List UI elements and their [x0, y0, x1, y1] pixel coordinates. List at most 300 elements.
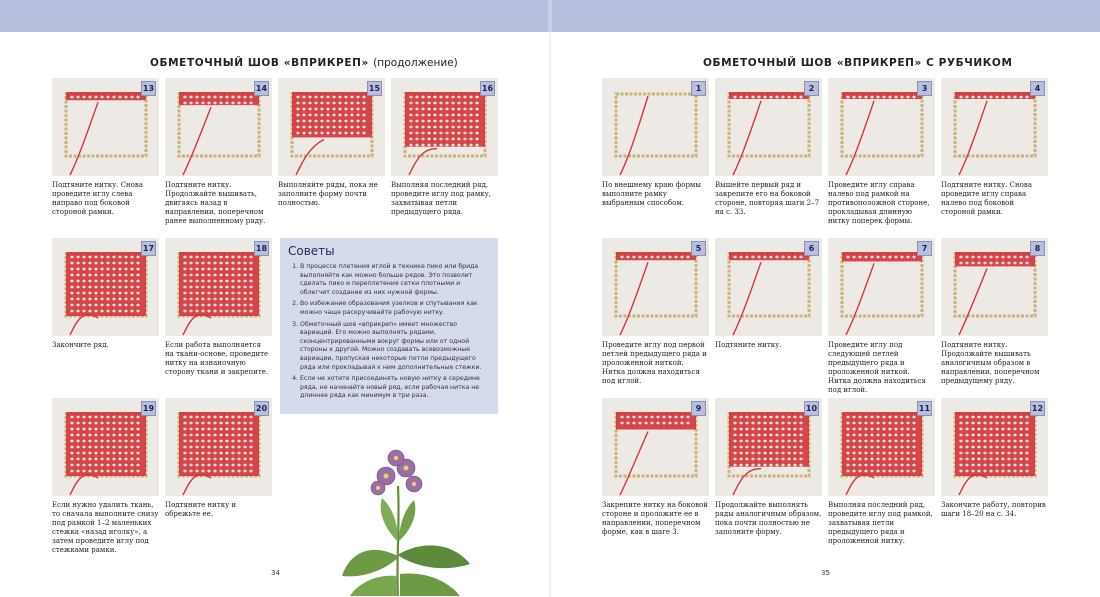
lace-hole — [409, 102, 412, 105]
lace-hole — [201, 440, 204, 443]
lace-hole — [983, 434, 986, 437]
left-step-20 — [165, 398, 272, 519]
lace-hole — [739, 440, 742, 443]
lace-hole — [314, 108, 317, 111]
lace-hole — [888, 434, 891, 437]
lace-hole — [94, 422, 97, 425]
step-caption: Проведите иглу под следующей петлей предыдущего ряда и проложенной ниткой. Нитка должна находиться под иглой. — [828, 341, 926, 395]
lace-hole — [852, 422, 855, 425]
lace-hole — [249, 470, 252, 473]
lace-hole — [76, 470, 79, 473]
lace-hole — [906, 434, 909, 437]
lace-hole — [971, 256, 974, 259]
lace-hole — [94, 286, 97, 289]
lace-hole — [213, 470, 216, 473]
lace-hole — [70, 286, 73, 289]
lace-hole — [457, 144, 460, 147]
lace-hole — [852, 470, 855, 473]
lace-hole — [876, 256, 879, 259]
lace-hole — [94, 96, 97, 99]
lace-hole — [733, 422, 736, 425]
lace-hole — [751, 434, 754, 437]
lace-hole — [237, 416, 240, 419]
lace-hole — [213, 96, 216, 99]
lace-hole — [189, 434, 192, 437]
lace-hole — [219, 280, 222, 283]
lace-hole — [225, 292, 228, 295]
lace-hole — [76, 310, 79, 313]
lace-hole — [249, 304, 252, 307]
lace-hole — [775, 440, 778, 443]
lace-hole — [475, 114, 478, 117]
lace-hole — [864, 458, 867, 461]
lace-hole — [207, 458, 210, 461]
lace-hole — [451, 144, 454, 147]
lace-hole — [88, 256, 91, 259]
working-thread — [620, 432, 648, 496]
lace-hole — [106, 434, 109, 437]
lace-hole — [70, 304, 73, 307]
lace-hole — [213, 262, 216, 265]
lace-hole — [445, 108, 448, 111]
lace-hole — [751, 458, 754, 461]
lace-hole — [1007, 422, 1010, 425]
lace-hole — [82, 96, 85, 99]
lace-hole — [799, 464, 802, 467]
lace-hole — [421, 138, 424, 141]
lace-hole — [112, 470, 115, 473]
lace-hole — [745, 422, 748, 425]
lace-hole — [1001, 96, 1004, 99]
lace-hole — [237, 274, 240, 277]
lace-hole — [118, 452, 121, 455]
lace-hole — [76, 452, 79, 455]
lace-hole — [421, 120, 424, 123]
lace-hole — [995, 446, 998, 449]
lace-hole — [733, 446, 736, 449]
lace-hole — [106, 416, 109, 419]
lace-hole — [1019, 256, 1022, 259]
lace-hole — [870, 446, 873, 449]
lace-hole — [213, 464, 216, 467]
step-photo — [602, 78, 709, 176]
lace-hole — [332, 96, 335, 99]
lace-hole — [225, 274, 228, 277]
right-step-1 — [602, 78, 709, 208]
lace-hole — [445, 96, 448, 99]
lace-hole — [457, 126, 460, 129]
lace-hole — [769, 422, 772, 425]
lace-hole — [739, 434, 742, 437]
lace-hole — [906, 96, 909, 99]
lace-hole — [1001, 416, 1004, 419]
lace-hole — [977, 440, 980, 443]
lace-hole — [100, 440, 103, 443]
lace-hole — [751, 446, 754, 449]
lace-hole — [231, 446, 234, 449]
lace-hole — [662, 422, 665, 425]
lace-hole — [989, 422, 992, 425]
lace-hole — [70, 298, 73, 301]
lace-hole — [995, 470, 998, 473]
lace-hole — [781, 464, 784, 467]
lace-hole — [415, 126, 418, 129]
lace-hole — [219, 102, 222, 105]
right-step-12 — [941, 398, 1048, 519]
lace-hole — [989, 434, 992, 437]
step-photo — [52, 398, 159, 496]
lace-hole — [900, 452, 903, 455]
lace-hole — [237, 452, 240, 455]
lace-hole — [1001, 256, 1004, 259]
lace-hole — [1013, 96, 1016, 99]
lace-hole — [130, 256, 133, 259]
lace-hole — [344, 114, 347, 117]
lace-hole — [463, 138, 466, 141]
lace-hole — [409, 132, 412, 135]
lace-hole — [989, 458, 992, 461]
lace-hole — [183, 274, 186, 277]
lace-hole — [686, 422, 689, 425]
lace-hole — [243, 416, 246, 419]
lace-hole — [332, 114, 335, 117]
lace-hole — [100, 304, 103, 307]
lace-hole — [207, 428, 210, 431]
lace-hole — [763, 464, 766, 467]
lace-hole — [995, 256, 998, 259]
lace-hole — [858, 256, 861, 259]
lace-hole — [130, 440, 133, 443]
lace-hole — [799, 256, 802, 259]
step-caption: Выполняйте ряды, пока не заполните форму почти полностью. — [278, 181, 378, 208]
lace-hole — [745, 428, 748, 431]
lace-hole — [650, 416, 653, 419]
lace-hole — [1001, 464, 1004, 467]
lace-hole — [650, 422, 653, 425]
lace-hole — [906, 452, 909, 455]
lace-hole — [296, 102, 299, 105]
lace-hole — [201, 268, 204, 271]
lace-hole — [249, 286, 252, 289]
lace-hole — [1013, 440, 1016, 443]
lace-hole — [882, 96, 885, 99]
lace-hole — [231, 268, 234, 271]
lace-hole — [130, 422, 133, 425]
lace-hole — [189, 268, 192, 271]
lace-hole — [415, 132, 418, 135]
lace-hole — [793, 428, 796, 431]
lace-hole — [977, 452, 980, 455]
lace-hole — [136, 434, 139, 437]
lace-hole — [112, 292, 115, 295]
lace-hole — [995, 416, 998, 419]
lace-hole — [118, 416, 121, 419]
step-caption: Проведите иглу справа налево под рамкой на противоположной стороне, прокладывая длинную нитку поперек формы. — [828, 181, 930, 226]
lace-hole — [787, 416, 790, 419]
lace-hole — [201, 464, 204, 467]
lace-hole — [983, 428, 986, 431]
lace-hole — [888, 440, 891, 443]
lace-hole — [183, 470, 186, 473]
lace-hole — [70, 416, 73, 419]
lace-hole — [894, 458, 897, 461]
lace-hole — [183, 268, 186, 271]
lace-hole — [195, 286, 198, 289]
lace-hole — [100, 458, 103, 461]
lace-hole — [912, 428, 915, 431]
working-thread — [959, 101, 987, 175]
lace-hole — [1019, 96, 1022, 99]
lace-hole — [463, 114, 466, 117]
lace-hole — [882, 256, 885, 259]
step-photo — [52, 238, 159, 336]
lace-hole — [668, 422, 671, 425]
lace-hole — [1019, 446, 1022, 449]
lace-hole — [82, 286, 85, 289]
lace-hole — [124, 464, 127, 467]
lace-hole — [118, 262, 121, 265]
lace-hole — [781, 422, 784, 425]
lace-hole — [445, 102, 448, 105]
lace-hole — [219, 268, 222, 271]
step-photo — [941, 238, 1048, 336]
lace-hole — [864, 470, 867, 473]
lace-hole — [971, 446, 974, 449]
lace-hole — [106, 274, 109, 277]
lace-hole — [469, 138, 472, 141]
lace-hole — [876, 464, 879, 467]
lace-hole — [781, 452, 784, 455]
lace-hole — [136, 298, 139, 301]
lace-hole — [469, 102, 472, 105]
lace-hole — [451, 114, 454, 117]
lace-hole — [237, 446, 240, 449]
lace-hole — [243, 298, 246, 301]
lace-hole — [82, 446, 85, 449]
lace-hole — [219, 310, 222, 313]
lace-hole — [136, 452, 139, 455]
lace-hole — [201, 428, 204, 431]
lace-hole — [112, 428, 115, 431]
lace-hole — [415, 120, 418, 123]
lace-hole — [88, 262, 91, 265]
step-caption: Если работа выполняется на ткани-основе, проведите нитку на изнаночную сторону ткани и закрепите. — [165, 341, 269, 377]
lace-hole — [213, 446, 216, 449]
lace-hole — [231, 280, 234, 283]
lace-hole — [995, 464, 998, 467]
lace-hole — [118, 280, 121, 283]
lace-hole — [415, 96, 418, 99]
working-thread — [183, 107, 211, 175]
lace-hole — [225, 422, 228, 425]
lace-hole — [82, 428, 85, 431]
right-page-title: ОБМЕТОЧНЫЙ ШОВ «ВПРИКРЕП» С РУБЧИКОМ — [703, 57, 1013, 69]
lace-hole — [451, 96, 454, 99]
lace-hole — [326, 102, 329, 105]
lace-hole — [959, 470, 962, 473]
lace-hole — [733, 416, 736, 419]
lace-hole — [100, 286, 103, 289]
lace-hole — [995, 428, 998, 431]
lace-hole — [989, 428, 992, 431]
lace-hole — [888, 416, 891, 419]
lace-hole — [130, 298, 133, 301]
step-number: 16 — [480, 81, 495, 96]
lace-hole — [70, 470, 73, 473]
lace-hole — [88, 452, 91, 455]
lace-hole — [195, 262, 198, 265]
lace-hole — [739, 464, 742, 467]
lace-hole — [207, 304, 210, 307]
lace-hole — [882, 428, 885, 431]
lace-hole — [231, 256, 234, 259]
lace-hole — [231, 464, 234, 467]
lace-hole — [433, 144, 436, 147]
lace-hole — [439, 126, 442, 129]
lace-hole — [870, 428, 873, 431]
lace-hole — [183, 446, 186, 449]
lace-hole — [876, 428, 879, 431]
lace-hole — [350, 120, 353, 123]
lace-hole — [362, 132, 365, 135]
lace-hole — [864, 96, 867, 99]
lace-hole — [427, 108, 430, 111]
lace-hole — [225, 452, 228, 455]
lace-hole — [201, 292, 204, 295]
lace-hole — [864, 464, 867, 467]
lace-hole — [739, 452, 742, 455]
lace-hole — [320, 102, 323, 105]
lace-hole — [475, 138, 478, 141]
left-step-19 — [52, 398, 159, 556]
lace-hole — [1007, 470, 1010, 473]
lace-hole — [971, 458, 974, 461]
lace-hole — [733, 96, 736, 99]
lace-hole — [130, 280, 133, 283]
lace-hole — [965, 452, 968, 455]
lace-hole — [213, 458, 216, 461]
lace-hole — [751, 422, 754, 425]
lace-hole — [88, 292, 91, 295]
lace-hole — [463, 108, 466, 111]
gutter — [548, 0, 552, 32]
lace-hole — [219, 262, 222, 265]
lace-hole — [799, 96, 802, 99]
lace-hole — [201, 256, 204, 259]
lace-hole — [787, 464, 790, 467]
step-number: 17 — [141, 241, 156, 256]
lace-hole — [864, 452, 867, 455]
lace-hole — [130, 268, 133, 271]
lace-hole — [1001, 470, 1004, 473]
lace-hole — [852, 458, 855, 461]
lace-hole — [76, 268, 79, 271]
lace-hole — [751, 440, 754, 443]
lace-hole — [882, 416, 885, 419]
lace-hole — [231, 422, 234, 425]
lace-hole — [106, 298, 109, 301]
working-thread — [620, 262, 648, 335]
lace-hole — [900, 434, 903, 437]
step-photo — [165, 78, 272, 176]
right-step-11 — [828, 398, 935, 546]
lace-hole — [332, 132, 335, 135]
lace-hole — [662, 256, 665, 259]
lace-hole — [237, 292, 240, 295]
lace-hole — [195, 292, 198, 295]
lace-hole — [195, 268, 198, 271]
lace-hole — [983, 458, 986, 461]
lace-hole — [249, 280, 252, 283]
lace-hole — [469, 120, 472, 123]
lace-hole — [136, 310, 139, 313]
lace-hole — [213, 434, 216, 437]
gold-frame — [729, 254, 809, 316]
lace-hole — [76, 304, 79, 307]
lace-hole — [237, 458, 240, 461]
lace-hole — [739, 256, 742, 259]
lace-hole — [213, 256, 216, 259]
lace-hole — [882, 464, 885, 467]
lace-hole — [745, 458, 748, 461]
step-caption: Если нужно удалить ткань, то сначала выполните снизу под рамкой 1–2 маленьких стежка «назад иголку», а затем проведите иглу под стежками рамки. — [52, 501, 159, 555]
lace-hole — [445, 132, 448, 135]
step-caption: Подтяните нитку. Продолжайте вышивать, двигаясь назад в направлении, поперечном ранее выполненному ряду. — [165, 181, 266, 226]
step-caption: По внешнему краю формы выполните рамку выбранным способом. — [602, 181, 701, 208]
lace-hole — [870, 434, 873, 437]
lace-hole — [858, 428, 861, 431]
lace-hole — [846, 434, 849, 437]
lace-hole — [362, 96, 365, 99]
gold-frame — [616, 254, 696, 316]
step-photo — [715, 78, 822, 176]
lace-hole — [225, 96, 228, 99]
lace-hole — [70, 440, 73, 443]
lace-hole — [959, 428, 962, 431]
lace-hole — [302, 114, 305, 117]
lace-hole — [906, 440, 909, 443]
lace-hole — [296, 108, 299, 111]
lace-hole — [112, 280, 115, 283]
lace-hole — [864, 416, 867, 419]
working-thread — [846, 475, 874, 495]
lace-hole — [1019, 452, 1022, 455]
lace-hole — [124, 470, 127, 473]
lace-hole — [118, 310, 121, 313]
lace-hole — [124, 446, 127, 449]
lace-hole — [888, 422, 891, 425]
lace-hole — [124, 262, 127, 265]
lace-hole — [674, 416, 677, 419]
working-thread — [409, 149, 437, 175]
lace-hole — [124, 256, 127, 259]
step-photo — [52, 78, 159, 176]
lace-hole — [757, 428, 760, 431]
lace-hole — [100, 280, 103, 283]
lace-hole — [674, 256, 677, 259]
tips-box — [280, 238, 498, 414]
step-photo — [602, 398, 709, 496]
lace-hole — [249, 256, 252, 259]
lace-hole — [118, 422, 121, 425]
lace-hole — [763, 446, 766, 449]
lace-hole — [344, 126, 347, 129]
left-step-17 — [52, 238, 159, 350]
lace-hole — [183, 416, 186, 419]
lace-hole — [296, 96, 299, 99]
lace-hole — [864, 446, 867, 449]
lace-hole — [231, 298, 234, 301]
